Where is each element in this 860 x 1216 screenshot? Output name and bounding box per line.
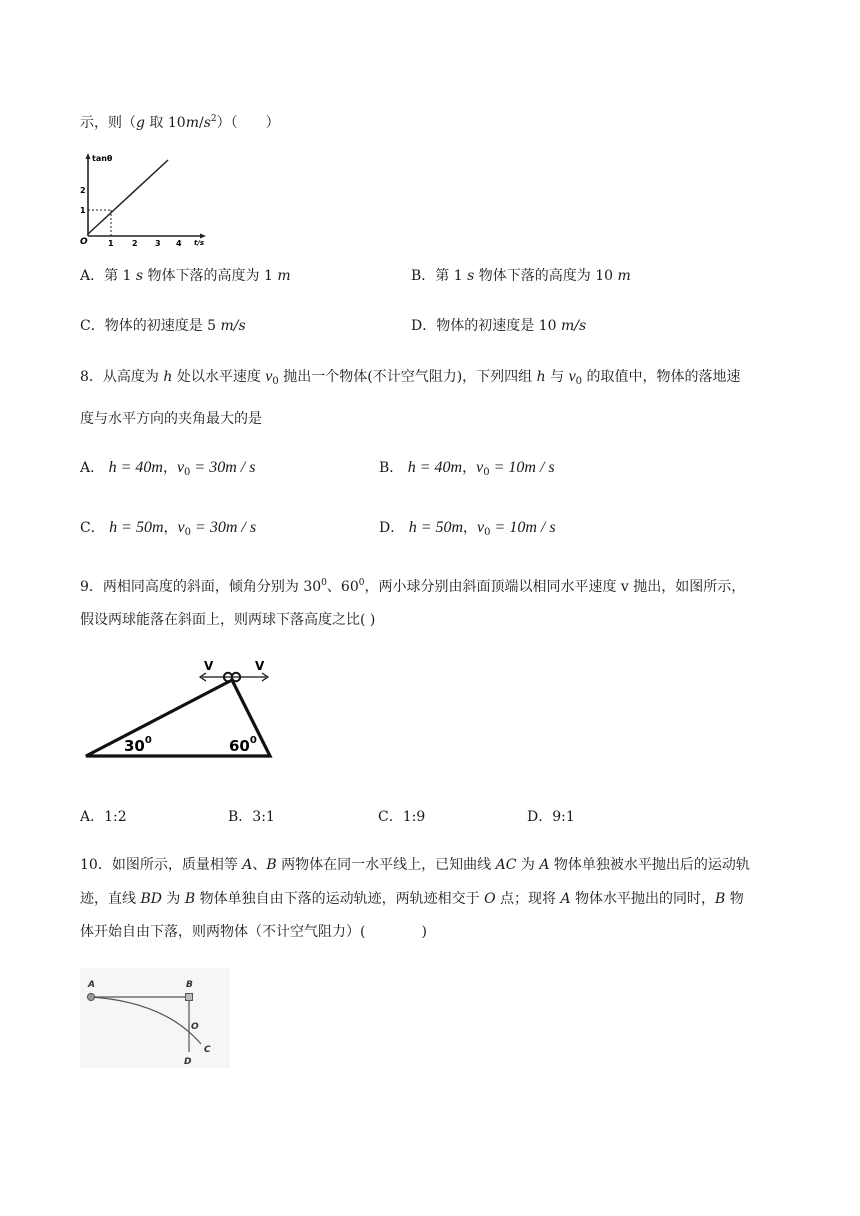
- q8-option-a-sub: 0: [184, 467, 191, 478]
- q9-option-d[interactable]: D．9:1: [527, 809, 575, 825]
- label-o: O: [191, 1022, 199, 1032]
- q8-option-d-comma: ，: [463, 520, 478, 536]
- q9-text-line2: 假设两球能落在斜面上，则两球下落高度之比: [80, 612, 360, 628]
- q8-option-a-label: A．: [80, 460, 105, 476]
- q8-option-b[interactable]: [379, 457, 555, 478]
- q9-option-b[interactable]: B．3:1: [228, 809, 275, 825]
- q7-option-c-unit: m/s: [220, 318, 246, 334]
- q10-text-1: 10．如图所示，质量相等: [80, 857, 243, 873]
- q8-text-6: 的取值中，物体的落地速: [582, 369, 741, 385]
- x-tick-2: 2: [132, 239, 138, 246]
- q10-b: B: [266, 857, 277, 873]
- q10-text-5: 迹，直线: [80, 891, 141, 907]
- y-axis-arrow: [86, 153, 91, 159]
- q9-option-a[interactable]: A．1:2: [80, 809, 127, 825]
- q10-text-6: 为: [161, 891, 185, 907]
- y-tick-1: 1: [80, 206, 86, 215]
- label-c: C: [204, 1045, 211, 1055]
- q7-unit-s: s: [203, 115, 211, 131]
- q8-option-c[interactable]: [80, 517, 256, 538]
- q8-option-b-sub: 0: [483, 467, 490, 478]
- y-tick-2: 2: [80, 186, 86, 195]
- velocity-label-right: V: [255, 659, 265, 673]
- q7-option-a[interactable]: [80, 265, 291, 285]
- x-axis-arrow: [200, 234, 206, 239]
- q10-text-8: 点；现将: [495, 891, 561, 907]
- q10-text-10: 物: [725, 891, 744, 907]
- q9-stem-line2: [80, 609, 375, 629]
- q10-figure: [80, 968, 230, 1068]
- q9-paren: ( ): [360, 612, 376, 628]
- q7-stem: [80, 112, 280, 132]
- q8-text-5: 与: [545, 369, 569, 385]
- q8-text-4: ，下列四组: [462, 369, 537, 385]
- tan-theta-line: [88, 160, 168, 234]
- q10-a-2: A: [539, 857, 550, 873]
- angle-60-label: [229, 735, 257, 755]
- y-axis-label: tanθ: [92, 154, 113, 163]
- q8-stem-line2: 度与水平方向的夹角最大的是: [80, 411, 262, 427]
- angle-30-value: 30: [124, 737, 145, 755]
- q8-option-a-v: v: [176, 459, 185, 476]
- q7-stem-mid: 取 10: [144, 115, 186, 131]
- q7-option-c[interactable]: [80, 315, 246, 335]
- label-a: A: [88, 980, 95, 990]
- x-tick-3: 3: [155, 239, 161, 246]
- q9-text-2: 、60: [326, 579, 359, 595]
- q8-option-c-val: = 30m / s: [191, 519, 257, 536]
- q10-b-3: B: [715, 891, 726, 907]
- q9-text-3: ，两小球分别由斜面顶端以相同水平速度 v 抛出，如图所示，: [364, 579, 746, 595]
- q8-option-a-comma: ，: [162, 460, 177, 476]
- q7-g: g: [136, 115, 145, 131]
- q8-v0-sub: 0: [272, 376, 279, 387]
- origin-label: O: [80, 237, 88, 246]
- q9-text-1: 9．两相同高度的斜面，倾角分别为 30: [80, 579, 322, 595]
- q10-bd: BD: [140, 891, 162, 907]
- q8-text-3: 抛出一个物体: [278, 369, 368, 385]
- x-tick-1: 1: [108, 239, 114, 246]
- q8-option-d-v: v: [477, 519, 485, 536]
- q8-option-b-v: v: [476, 459, 484, 476]
- q8-stem-line1: [80, 366, 741, 387]
- q8-paren: (不计空气阻力): [367, 369, 463, 385]
- q8-h: h: [163, 369, 173, 385]
- q7-option-a-mid: 物体下落的高度为 1: [143, 268, 278, 284]
- q8-text-1: 8．从高度为: [80, 369, 164, 385]
- q10-stem-line3: 体开始自由下落，则两物体（不计空气阻力）( ): [80, 924, 427, 940]
- q8-option-d-h: h = 50m: [408, 519, 464, 536]
- q8-v0: v: [265, 368, 273, 385]
- x-axis-label: t/s: [194, 239, 205, 246]
- q10-ac: AC: [495, 857, 517, 873]
- q8-text-2: 处以水平速度: [172, 369, 266, 385]
- q7-graph: [76, 150, 212, 246]
- q10-stem-line1: [80, 854, 750, 874]
- q7-option-a-s: s: [135, 268, 144, 284]
- q8-h-2: h: [536, 369, 546, 385]
- q8-option-c-comma: ，: [163, 520, 178, 536]
- q8-option-d-sub: 0: [484, 527, 491, 538]
- point-b: [186, 994, 193, 1001]
- q8-option-c-label: C．: [80, 520, 105, 536]
- q7-option-d[interactable]: [411, 315, 586, 335]
- q10-text-4: 物体单独被水平抛出后的运动轨: [549, 857, 750, 873]
- q7-option-b-prefix: B．第 1: [411, 268, 468, 284]
- q10-text-9: 物体水平抛出的同时，: [570, 891, 716, 907]
- q8-option-a[interactable]: [80, 457, 255, 478]
- q9-deg-1: 0: [321, 578, 327, 588]
- q9-deg-2: 0: [358, 578, 365, 588]
- q8-option-d-val: = 10m / s: [490, 519, 556, 536]
- q8-option-d-label: D．: [379, 520, 405, 536]
- angle-30-deg: 0: [144, 735, 152, 746]
- q8-option-a-h: h = 40m: [108, 459, 163, 476]
- q7-stem-text: 示，则（: [80, 115, 136, 131]
- q7-stem-post: ）（ ）: [216, 115, 280, 131]
- point-a: [87, 993, 94, 1000]
- q7-option-b[interactable]: [411, 265, 631, 285]
- q7-option-d-prefix: D．物体的初速度是 10: [411, 318, 561, 334]
- q7-sup2: 2: [210, 114, 217, 124]
- q8-option-c-sub: 0: [184, 527, 192, 538]
- q9-option-c[interactable]: C．1:9: [378, 809, 426, 825]
- q9-figure: [80, 652, 280, 764]
- velocity-label-left: V: [204, 659, 214, 673]
- angle-60-value: 60: [229, 737, 250, 755]
- q8-v0-sub-2: 0: [575, 376, 583, 387]
- q8-v0-2: v: [568, 368, 576, 385]
- q7-option-a-m: m: [277, 268, 291, 284]
- q10-text-2: 两物体在同一水平线上，已知曲线: [276, 857, 496, 873]
- q8-option-b-label: B．: [379, 460, 404, 476]
- q10-text-3: 为: [516, 857, 540, 873]
- x-tick-4: 4: [176, 239, 182, 246]
- q10-a-3: A: [560, 891, 571, 907]
- q10-o: O: [484, 891, 496, 907]
- q7-option-b-m: m: [617, 268, 631, 284]
- q8-option-b-val: = 10m / s: [489, 459, 555, 476]
- q7-option-b-mid: 物体下落的高度为 10: [474, 268, 618, 284]
- label-d: D: [184, 1057, 192, 1067]
- q10-a: A: [242, 857, 253, 873]
- angle-60-deg: 0: [249, 735, 257, 746]
- q8-option-c-h: h = 50m: [109, 519, 164, 536]
- q10-b-2: B: [184, 891, 196, 907]
- q8-option-b-h: h = 40m: [407, 459, 463, 476]
- q7-unit-m: m: [185, 115, 199, 131]
- q7-option-c-prefix: C．物体的初速度是 5: [80, 318, 221, 334]
- q8-option-d[interactable]: [379, 517, 556, 538]
- q9-stem-line1: [80, 576, 745, 596]
- q7-option-a-prefix: A．第 1: [80, 268, 136, 284]
- q10-text-7: 物体单独自由下落的运动轨迹，两轨迹相交于: [195, 891, 485, 907]
- q10-sep: 、: [252, 857, 267, 873]
- q7-slash: /: [198, 115, 204, 131]
- angle-30-label: [124, 735, 152, 755]
- q8-option-a-val: = 30m / s: [190, 459, 256, 476]
- q7-option-d-unit: m/s: [560, 318, 587, 334]
- label-b: B: [186, 980, 193, 990]
- q8-option-b-comma: ，: [462, 460, 477, 476]
- q8-option-c-v: v: [177, 519, 185, 536]
- q7-option-b-s: s: [467, 268, 475, 284]
- q10-stem-line2: [80, 888, 744, 908]
